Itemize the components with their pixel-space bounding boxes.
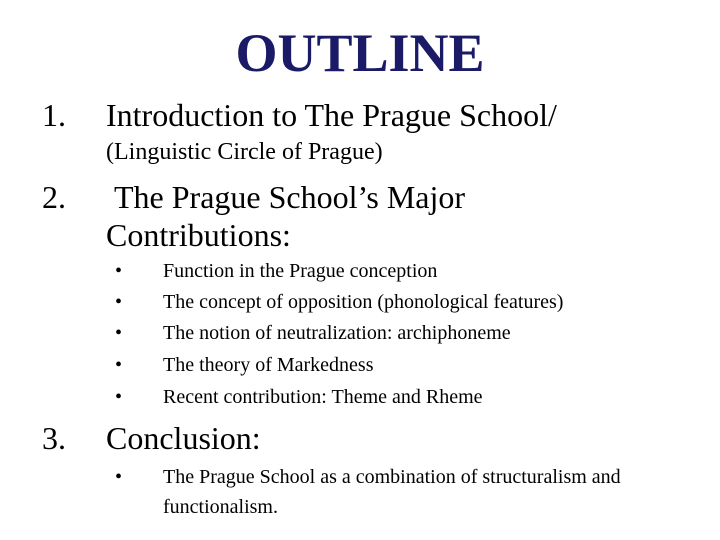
item-2-bullet-4: The theory of Markedness (163, 354, 374, 376)
item-3-text: Conclusion: (106, 420, 261, 456)
bullet-icon: • (115, 386, 123, 408)
slide-title: OUTLINE (235, 23, 485, 83)
bullet-icon: • (115, 354, 123, 376)
item-3-number: 3. (42, 420, 66, 456)
item-2-bullet-1: Function in the Prague conception (163, 260, 438, 282)
item-2-number: 2. (42, 179, 66, 215)
item-2-bullet-3: The notion of neutralization: archiphoneme (163, 322, 511, 344)
item-2-text-line2: Contributions: (106, 217, 291, 253)
bullet-icon: • (115, 291, 123, 313)
bullet-icon: • (115, 322, 123, 344)
bullet-icon: • (115, 260, 123, 282)
item-3-bullet-1: The Prague School as a combination of structuralism and functionalism. (163, 466, 621, 518)
item-2-bullet-5: Recent contribution: Theme and Rheme (163, 386, 483, 408)
item-2-bullet-2: The concept of opposition (phonological features) (163, 291, 564, 313)
item-1-subtext: (Linguistic Circle of Prague) (106, 139, 383, 165)
item-1-text: Introduction to The Prague School/ (106, 97, 557, 133)
bullet-icon: • (115, 466, 123, 488)
item-2-text-line1: The Prague School’s Major (114, 179, 466, 215)
item-1-number: 1. (42, 97, 66, 133)
